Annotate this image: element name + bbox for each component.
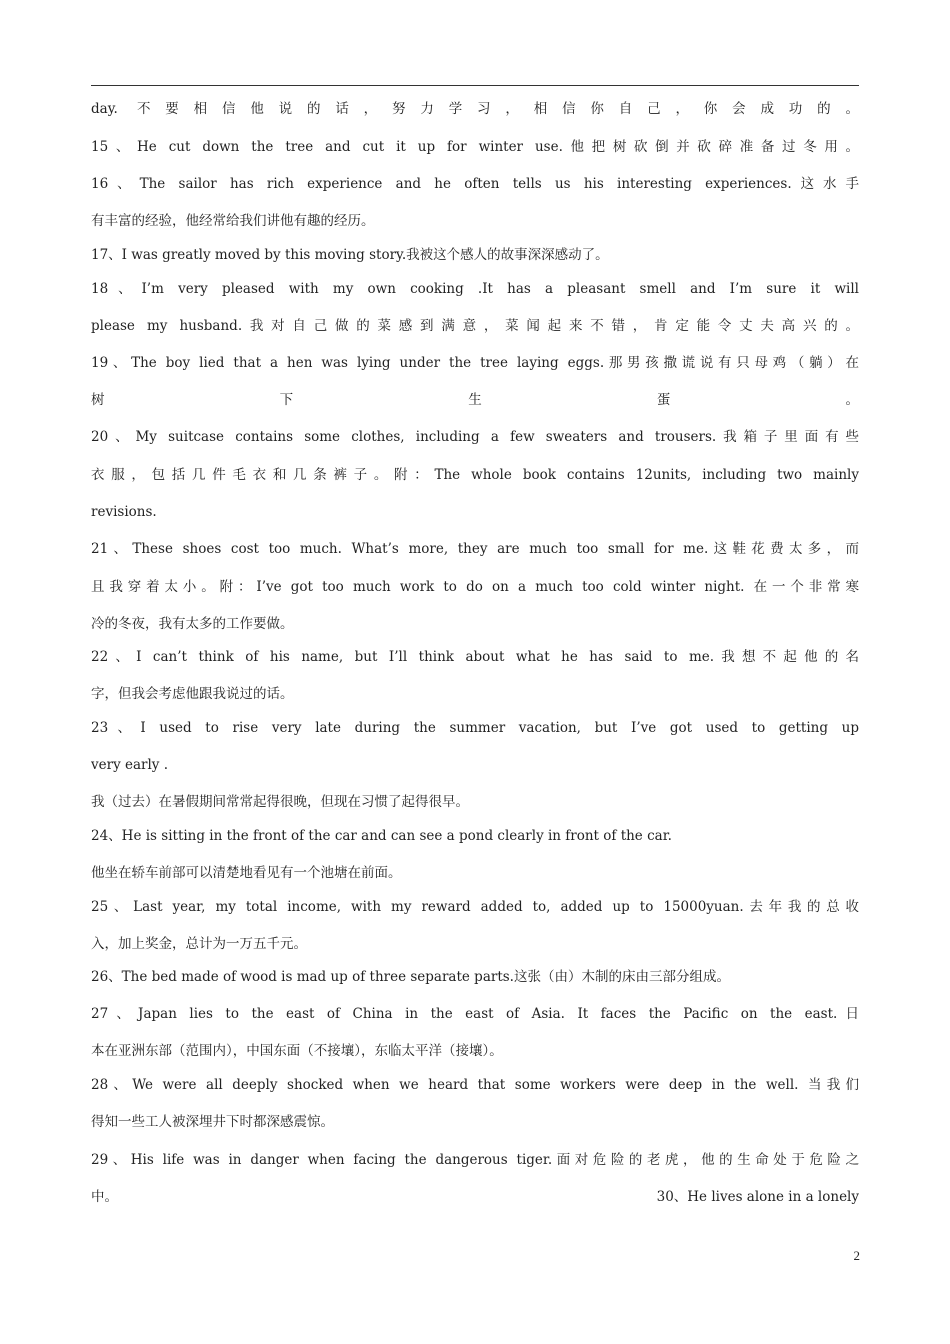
text-line: 22、I can’t think of his name, but I’ll think about what he has said to me.我想不起他的名 (91, 649, 859, 665)
text-line: 16、The sailor has rich experience and he often tells us his interesting experiences.这水手 (91, 176, 859, 192)
text-line: 19、The boy lied that a hen was lying under the tree laying eggs.那男孩撒谎说有只母鸡（躺）在 (91, 355, 859, 371)
header-rule (91, 85, 859, 86)
text-line: please my husband.我对自己做的菜感到满意，菜闻起来不错，肯定能令丈夫高兴的。 (91, 318, 859, 334)
text-line: 入，加上奖金，总计为一万五千元。 (91, 936, 307, 952)
text-line: 28、We were all deeply shocked when we heard that some workers were deep in the well. 当我们 (91, 1077, 859, 1093)
text-line: 衣服，包括几件毛衣和几条裤子。附：The whole book contains 12units, including two mainly (91, 467, 859, 483)
text-line: 中。 (91, 1189, 118, 1205)
text-line: 27、Japan lies to the east of China in the east of Asia. It faces the Pacific on the east.日 (91, 1006, 859, 1022)
text-line: very early . (91, 757, 169, 773)
text-line: 冷的冬夜，我有太多的工作要做。 (91, 616, 294, 632)
text-line: 他坐在轿车前部可以清楚地看见有一个池塘在前面。 (91, 865, 402, 881)
text-line: 本在亚洲东部（范围内），中国东面（不接壤），东临太平洋（接壤）。 (91, 1043, 503, 1059)
text-line: revisions. (91, 504, 157, 520)
text-line: 有丰富的经验，他经常给我们讲他有趣的经历。 (91, 213, 375, 229)
text-line: 18、I’m very pleased with my own cooking .It has a pleasant smell and I’m sure it will (91, 281, 859, 297)
text-line: day. 不要相信他说的话，努力学习，相信你自己，你会成功的。 (91, 101, 859, 117)
text-line: 21、These shoes cost too much. What’s more, they are much too small for me.这鞋花费太多，而 (91, 541, 859, 557)
text-line: 15、He cut down the tree and cut it up for winter use.他把树砍倒并砍碎准备过冬用。 (91, 139, 859, 155)
text-line: 得知一些工人被深埋井下时都深感震惊。 (91, 1114, 334, 1130)
text-line: 字，但我会考虑他跟我说过的话。 (91, 686, 294, 702)
page-number: 2 (853, 1248, 860, 1263)
text-line: 树 下 生 蛋 。 (91, 392, 859, 408)
text-line: 且我穿着太小。附：I’ve got too much work to do on a much too cold winter night. 在一个非常寒 (91, 579, 859, 595)
text-line: 26、The bed made of wood is mad up of three separate parts.这张（由）木制的床由三部分组成。 (91, 969, 730, 985)
text-line: 25、Last year, my total income, with my reward added to, added up to 15000yuan.去年我的总收 (91, 899, 859, 915)
text-line: 20、My suitcase contains some clothes, including a few sweaters and trousers.我箱子里面有些 (91, 429, 859, 445)
text-line: 30、He lives alone in a lonely (656, 1189, 859, 1205)
text-line: 我（过去）在暑假期间常常起得很晚，但现在习惯了起得很早。 (91, 794, 469, 810)
text-line: 23、I used to rise very late during the summer vacation, but I’ve got used to getting up (91, 720, 859, 736)
text-line: 29、His life was in danger when facing the dangerous tiger.面对危险的老虎，他的生命处于危险之 (91, 1152, 859, 1168)
text-line: 17、I was greatly moved by this moving story.我被这个感人的故事深深感动了。 (91, 247, 609, 263)
text-line: 24、He is sitting in the front of the car and can see a pond clearly in front of the car. (91, 828, 672, 844)
